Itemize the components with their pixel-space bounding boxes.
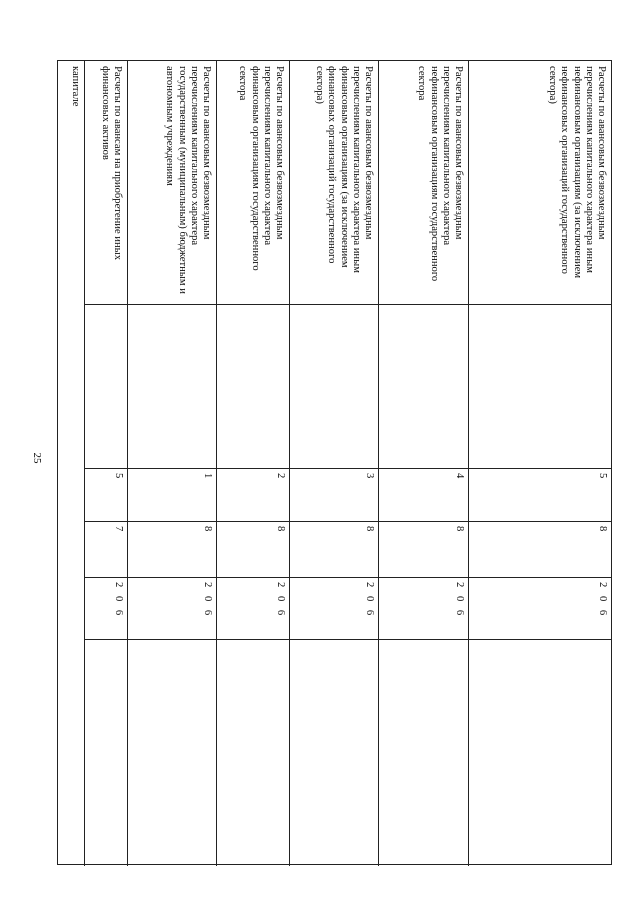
row-code-cell <box>216 577 289 639</box>
row-group: 8 <box>202 526 213 532</box>
row-divider <box>127 61 128 866</box>
row-description: Расчеты по авансовым безвозмездным перечислениям капитального характера государственным (муниципальным) бюджетным и автономным учреждениям <box>164 66 212 294</box>
row-item-cell <box>216 468 289 521</box>
row-item: 3 <box>364 473 375 479</box>
row-description-cell <box>378 61 468 304</box>
header-text: капитале <box>70 66 81 107</box>
row-code: 2 0 6 <box>454 582 465 619</box>
row-group: 8 <box>597 526 608 532</box>
row-item: 4 <box>454 473 465 479</box>
row-group-cell <box>216 521 289 577</box>
row-description-cell <box>84 61 127 304</box>
table-row <box>127 61 216 866</box>
row-item: 5 <box>113 473 124 479</box>
row-description: Расчеты по авансам на приобретение иных финансовых активов <box>99 66 123 261</box>
row-description-cell <box>468 61 611 304</box>
row-item: 2 <box>275 473 286 479</box>
table-row <box>378 61 468 866</box>
row-code: 2 0 6 <box>364 582 375 619</box>
row-code-cell <box>468 577 611 639</box>
row-code: 2 0 6 <box>202 582 213 619</box>
row-divider <box>378 61 379 866</box>
row-code-cell <box>289 577 378 639</box>
column-divider <box>84 304 611 305</box>
header-row <box>58 61 84 866</box>
row-description: Расчеты по авансовым безвозмездным перечислениям капитального характера иным нефинансовым организациям (за исключением нефинансовых организаций государственного сектора) <box>547 66 607 279</box>
row-group: 8 <box>364 526 375 532</box>
row-code-cell <box>84 577 127 639</box>
table-row <box>289 61 378 866</box>
row-code-cell <box>127 577 216 639</box>
row-item-cell <box>127 468 216 521</box>
row-divider <box>289 61 290 866</box>
row-description-cell <box>289 61 378 304</box>
row-code: 2 0 6 <box>275 582 286 619</box>
row-item: 1 <box>202 473 213 479</box>
row-group-cell <box>84 521 127 577</box>
page-number: 25 <box>31 452 43 464</box>
row-divider <box>216 61 217 866</box>
row-item-cell <box>468 468 611 521</box>
row-description: Расчеты по авансовым безвозмездным перечислениям капитального характера финансовым организациям государственного сектора <box>237 66 285 271</box>
row-item-cell <box>289 468 378 521</box>
accounts-table <box>57 60 612 865</box>
row-group-cell <box>378 521 468 577</box>
row-item-cell <box>84 468 127 521</box>
row-code: 2 0 6 <box>597 582 608 619</box>
row-description-cell <box>127 61 216 304</box>
row-item-cell <box>378 468 468 521</box>
row-description-cell <box>216 61 289 304</box>
row-group: 8 <box>275 526 286 532</box>
column-divider <box>84 639 611 640</box>
column-divider <box>84 577 611 578</box>
row-description: Расчеты по авансовым безвозмездным перечислениям капитального характера иным финансовым организациям (за исключением финансовых организаций государственного сектора) <box>314 66 374 273</box>
row-group-cell <box>468 521 611 577</box>
row-group-cell <box>127 521 216 577</box>
row-code: 2 0 6 <box>113 582 124 619</box>
table-row <box>84 61 127 866</box>
row-divider <box>84 61 85 866</box>
row-group-cell <box>289 521 378 577</box>
table-row <box>468 61 611 866</box>
table-row <box>216 61 289 866</box>
column-divider <box>84 468 611 469</box>
row-group: 8 <box>454 526 465 532</box>
row-description: Расчеты по авансовым безвозмездным перечислениям капитального характера нефинансовым организациям государственного сектора <box>416 66 464 282</box>
row-group: 7 <box>113 526 124 532</box>
row-code-cell <box>378 577 468 639</box>
row-divider <box>468 61 469 866</box>
column-divider <box>84 521 611 522</box>
row-item: 5 <box>597 473 608 479</box>
